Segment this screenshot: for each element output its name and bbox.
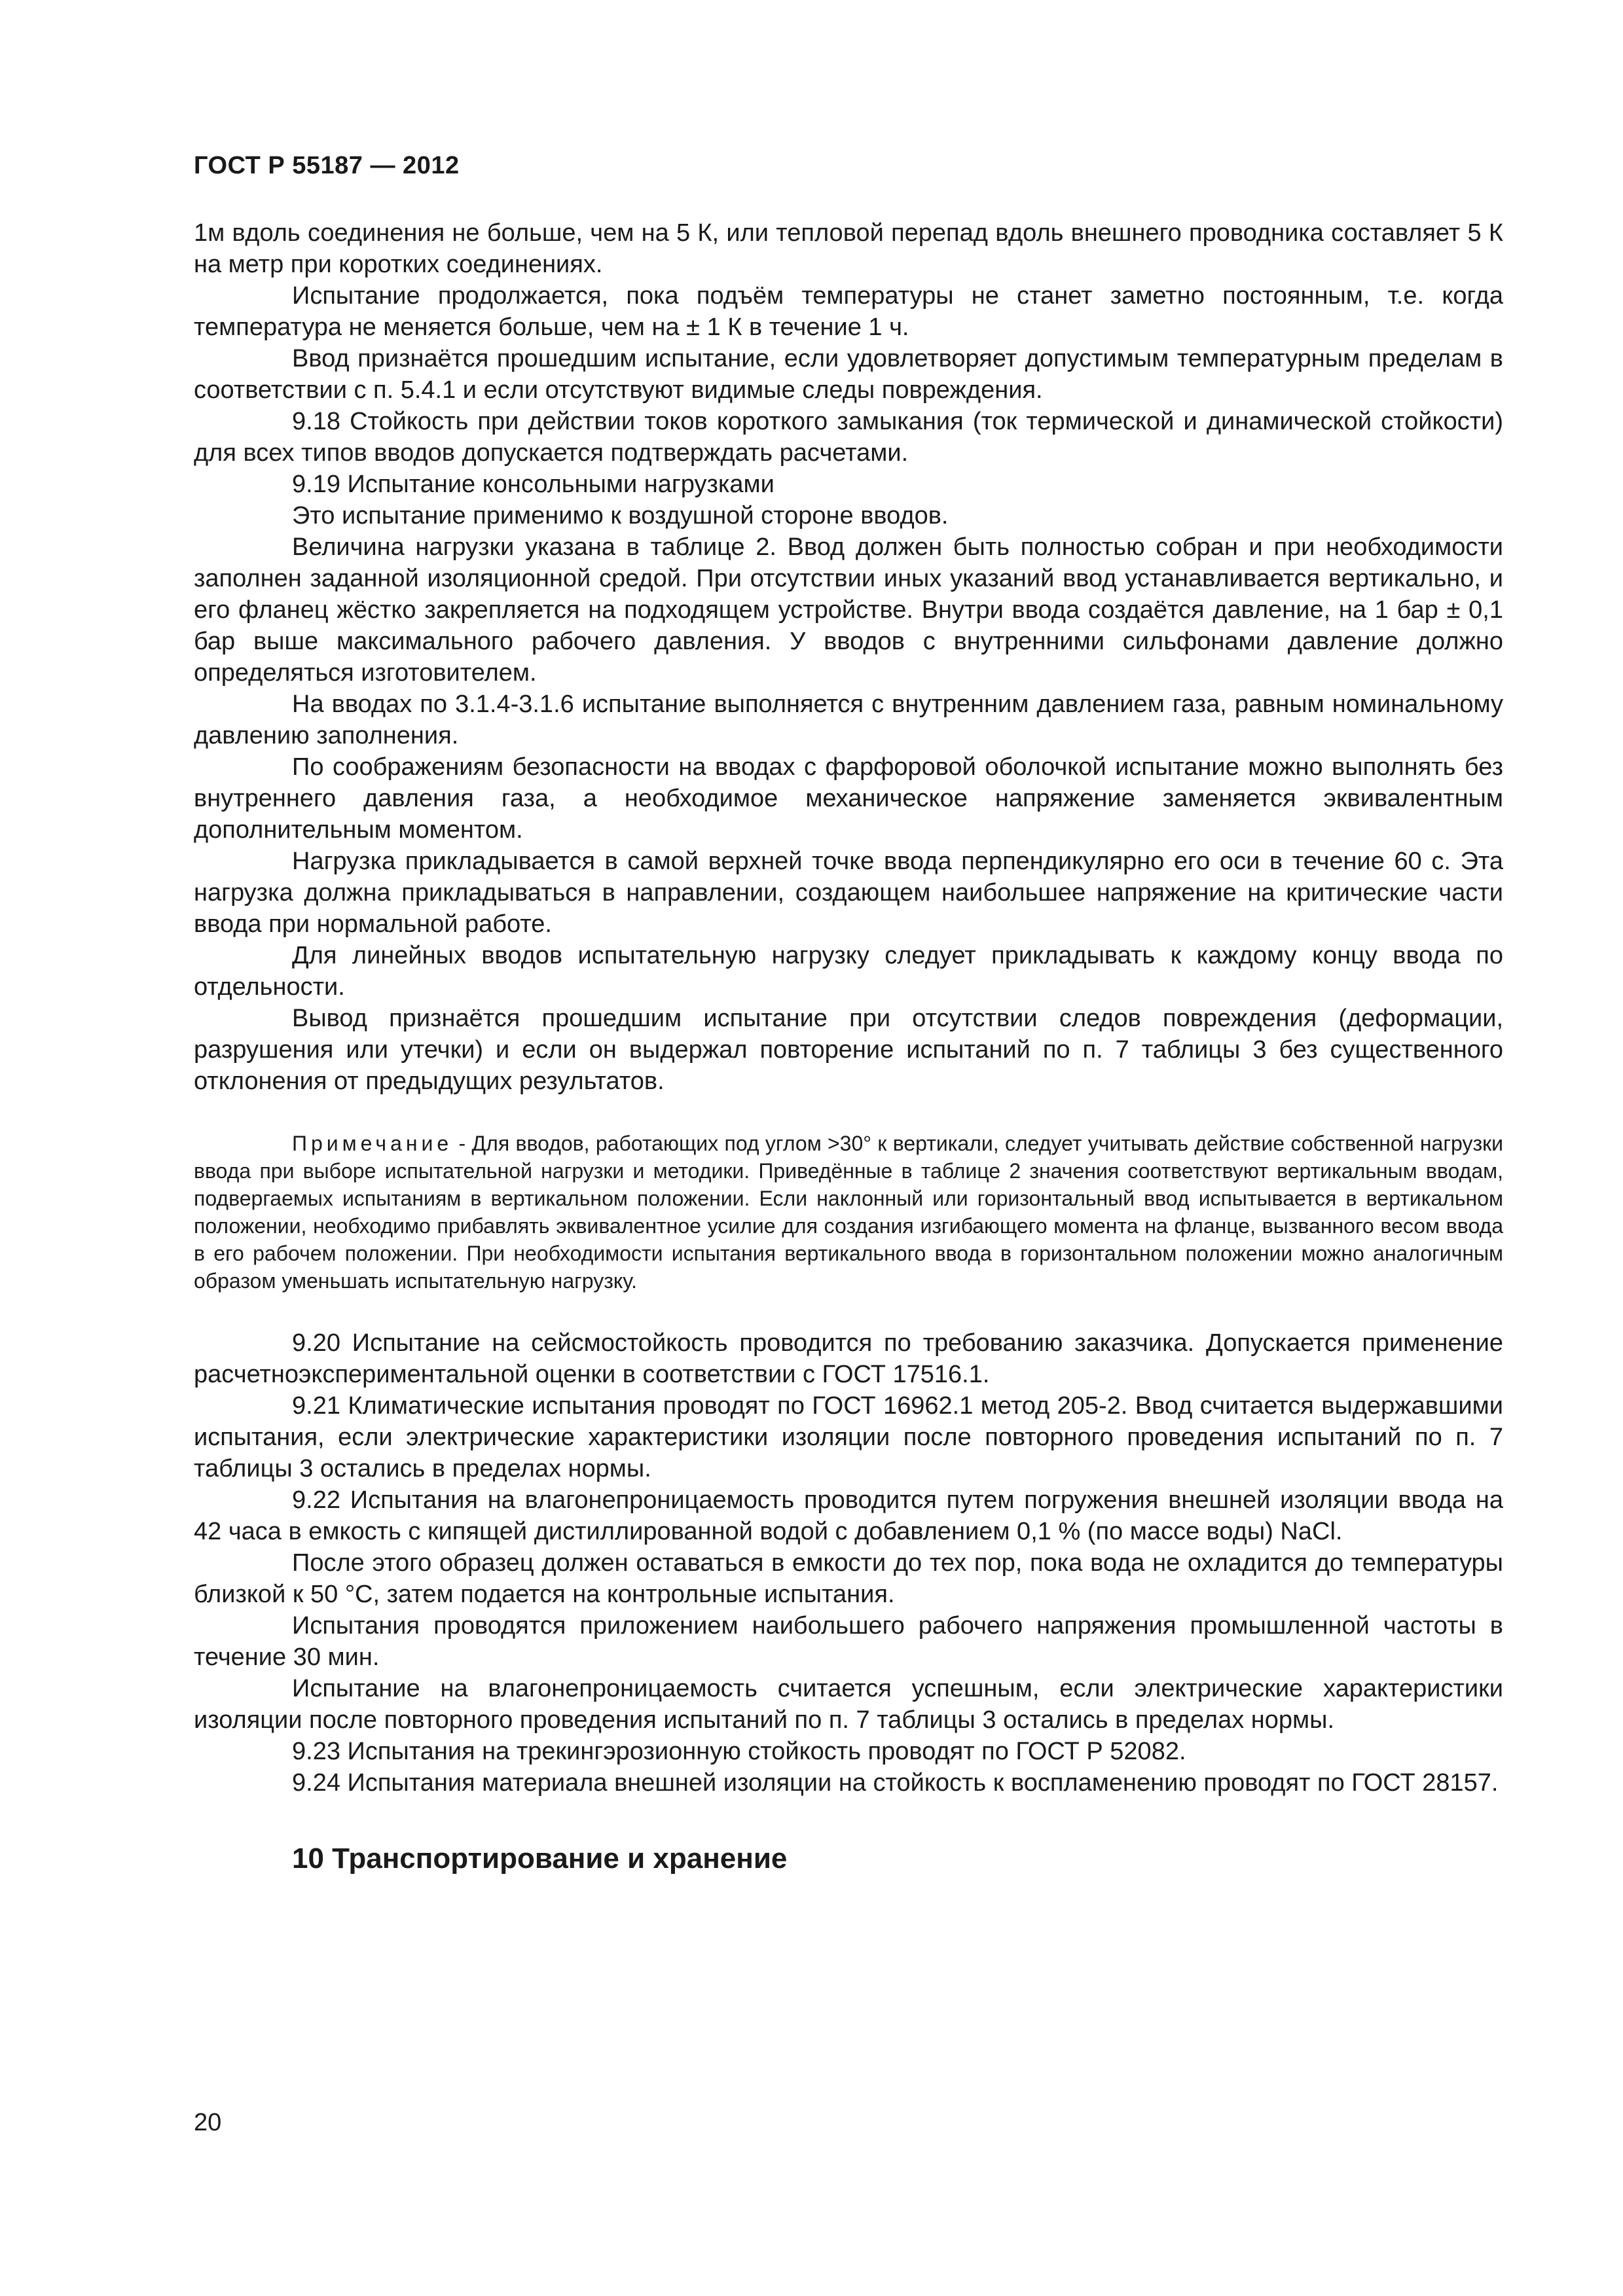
paragraph-9-24: 9.24 Испытания материала внешней изоляции на стойкость к воспламенению проводят по ГОСТ 28157. — [292, 1769, 1499, 1797]
section-title: 10 Транспортирование и хранение — [292, 1842, 788, 1874]
paragraph: Для линейных вводов испытательную нагрузку следует прикладывать к каждому концу ввода по отдельности. — [194, 942, 1503, 1001]
paragraph: Испытание на влагонепроницаемость считается успешным, если электрические характеристики изоляции после повторного проведения испытаний по п. 7 таблицы 3 остались в пределах нормы. — [194, 1675, 1503, 1734]
paragraph: На вводах по 3.1.4-3.1.6 испытание выполняется с внутренним давлением газа, равным номинальному давлению заполнения. — [194, 691, 1503, 749]
paragraph-9-22: 9.22 Испытания на влагонепроницаемость проводится путем погружения внешней изоляции ввода на 42 часа в емкость с кипящей дистиллированной водой с добавлением 0,1 % (по массе воды) NaCl. — [194, 1486, 1503, 1545]
document-header: ГОСТ Р 55187 — 2012 — [194, 152, 460, 179]
paragraph: Вывод признаётся прошедшим испытание при отсутствии следов повреждения (деформации, разрушения или утечки) и если он выдержал повторение испытаний по п. 7 таблицы 3 без существенного отклонения от предыдущих результатов. — [194, 1005, 1503, 1095]
paragraph-9-18: 9.18 Стойкость при действии токов короткого замыкания (ток термической и динамической стойкости) для всех типов вводов допускается подтверждать расчетами. — [194, 408, 1503, 467]
paragraph-9-20: 9.20 Испытание на сейсмостойкость проводится по требованию заказчика. Допускается применение расчетноэкспериментальной оценки в соответствии с ГОСТ 17516.1. — [194, 1329, 1503, 1388]
paragraph-9-23: 9.23 Испытания на трекингэрозионную стойкость проводят по ГОСТ Р 52082. — [292, 1738, 1186, 1765]
paragraph-9-19-heading: 9.19 Испытание консольными нагрузками — [292, 471, 775, 498]
paragraph-9-21: 9.21 Климатические испытания проводят по ГОСТ 16962.1 метод 205-2. Ввод считается выдержавшими испытания, если электрические характеристики изоляции после повторного проведения испытаний по п. 7 таблицы 3 остались в пределах нормы. — [194, 1392, 1503, 1482]
paragraph: По соображениям безопасности на вводах с фарфоровой оболочкой испытание можно выполнять без внутреннего давления газа, а необходимое механическое напряжение заменяется эквивалентным дополнительным моментом. — [194, 753, 1503, 844]
document-body — [194, 217, 1503, 1877]
paragraph: 1м вдоль соединения не больше, чем на 5 К, или тепловой перепад вдоль внешнего проводника составляет 5 К на метр при коротких соединениях. — [194, 219, 1503, 278]
note-block — [194, 1130, 1503, 1295]
paragraph: Величина нагрузки указана в таблице 2. Ввод должен быть полностью собран и при необходимости заполнен заданной изоляционной средой. При отсутствии иных указаний ввод устанавливается вертикально, и его фланец жёстко закрепляется на подходящем устройстве. Внутри ввода создаётся давление, на 1 бар ± 0,1 бар выше максимального рабочего давления. У вводов с внутренними сильфонами давление должно определяться изготовителем. — [194, 533, 1503, 687]
paragraph: Нагрузка прикладывается в самой верхней точке ввода перпендикулярно его оси в течение 60 с. Эта нагрузка должна прикладываться в направлении, создающем наибольшее напряжение на критические части ввода при нормальной работе. — [194, 848, 1503, 938]
note-text: - Для вводов, работающих под углом >30° к вертикали, следует учитывать действие собственной нагрузки ввода при выборе испытательной нагрузки и методики. Приведённые в таблице 2 значения соответствуют вертикальным вводам, подвергаемых испытаниям в вертикальном положении. Если наклонный или горизонтальный ввод испытывается в вертикальном положении, необходимо прибавлять эквивалентное усилие для создания изгибающего момента на фланце, вызванного весом ввода в его рабочем положении. При необходимости испытания вертикального ввода в горизонтальном положении можно аналогичным образом уменьшать испытательную нагрузку. — [194, 1132, 1503, 1293]
paragraph: Это испытание применимо к воздушной стороне вводов. — [292, 502, 949, 529]
note-label: Примечание — [292, 1132, 453, 1155]
paragraph: После этого образец должен оставаться в емкости до тех пор, пока вода не охладится до температуры близкой к 50 °С, затем подается на контрольные испытания. — [194, 1549, 1503, 1608]
paragraph: Испытание продолжается, пока подъём температуры не станет заметно постоянным, т.е. когда температура не меняется больше, чем на ± 1 К в течение 1 ч. — [194, 282, 1503, 341]
page-number: 20 — [194, 2109, 222, 2136]
paragraph: Испытания проводятся приложением наибольшего рабочего напряжения промышленной частоты в течение 30 мин. — [194, 1612, 1503, 1671]
paragraph: Ввод признаётся прошедшим испытание, если удовлетворяет допустимым температурным пределам в соответствии с п. 5.4.1 и если отсутствуют видимые следы повреждения. — [194, 345, 1503, 404]
